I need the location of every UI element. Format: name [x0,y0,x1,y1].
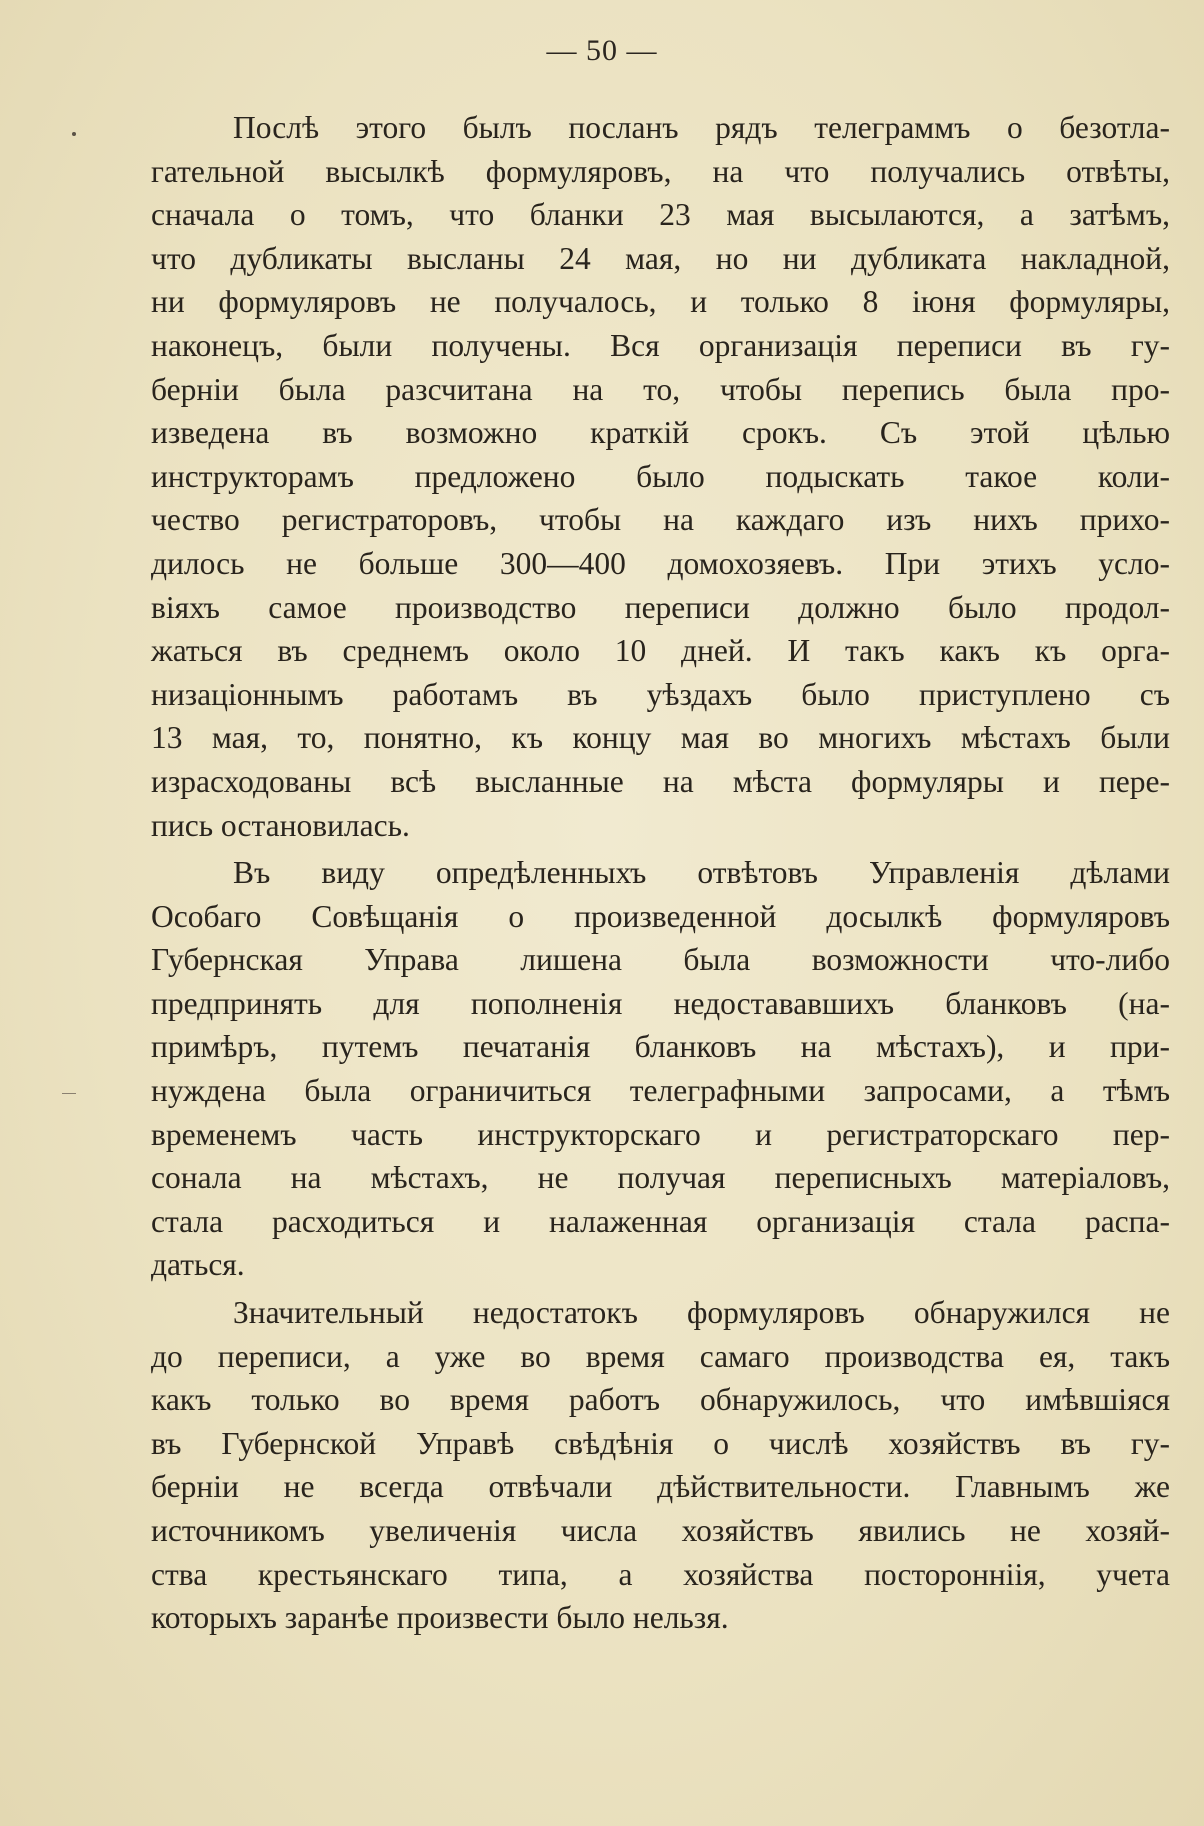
text-line: что дубликаты высланы 24 мая, но ни дубликата накладной, [151,240,1170,276]
text-line: Послѣ этого былъ посланъ рядъ телеграммъ о безотла- [233,110,1170,145]
paragraph-2 [151,851,1170,1287]
text-line: инструкторамъ предложено было подыскать такое коли- [151,458,1170,494]
page-number: — 50 — [546,34,658,67]
text-line: которыхъ заранѣе произвести было нельзя. [151,1600,729,1636]
paragraph-1 [151,106,1170,847]
margin-tick [62,1093,76,1094]
text-line: сначала о томъ, что бланки 23 мая высылаются, а затѣмъ, [151,197,1170,233]
text-line: примѣръ, путемъ печатанія бланковъ на мѣстахъ), и при- [151,1029,1170,1065]
text-line: изведена въ возможно краткій срокъ. Съ этой цѣлью [151,415,1170,451]
text-line: берніи была разсчитана на то, чтобы перепись была про- [151,371,1170,407]
text-line: пись остановилась. [151,807,410,843]
text-line: до переписи, а уже во время самаго производства ея, такъ [151,1338,1170,1374]
text-line: Въ виду опредѣленныхъ отвѣтовъ Управленія дѣлами [233,855,1170,891]
text-line: источникомъ увеличенія числа хозяйствъ явились не хозяй- [151,1513,1170,1548]
paragraph-3 [151,1291,1170,1640]
text-line: сонала на мѣстахъ, не получая переписныхъ матеріаловъ, [151,1160,1170,1196]
text-line: 13 мая, то, понятно, къ концу мая во многихъ мѣстахъ были [151,720,1170,756]
text-line: жаться въ среднемъ около 10 дней. И такъ какъ къ орга- [151,633,1170,669]
text-line: віяхъ самое производство переписи должно было продол- [151,589,1170,625]
text-line: въ Губернской Управѣ свѣдѣнія о числѣ хозяйствъ въ гу- [151,1425,1170,1461]
text-line: Значительный недостатокъ формуляровъ обнаружился не [233,1295,1170,1331]
margin-dot [72,132,76,136]
text-line: стала расходиться и налаженная организація стала распа- [151,1203,1170,1239]
text-line: наконецъ, были получены. Вся организація переписи въ гу- [151,327,1170,363]
text-line: ства крестьянскаго типа, а хозяйства посторонніія, учета [151,1556,1170,1592]
body-text [151,106,1170,1640]
text-line: ни формуляровъ не получалось, и только 8 іюня формуляры, [151,284,1170,320]
text-line: даться. [151,1247,245,1283]
text-line: нуждена была ограничиться телеграфными запросами, а тѣмъ [151,1073,1170,1109]
text-line: временемъ часть инструкторскаго и регистраторскаго пер- [151,1116,1170,1152]
text-line: Губернская Управа лишена была возможности что-либо [151,942,1170,978]
text-line: берніи не всегда отвѣчали дѣйствительности. Главнымъ же [151,1469,1170,1505]
text-line: израсходованы всѣ высланные на мѣста формуляры и пере- [151,763,1170,799]
text-line: какъ только во время работъ обнаружилось, что имѣвшіяся [151,1382,1170,1418]
text-line: чество регистраторовъ, чтобы на каждаго изъ нихъ прихо- [151,502,1170,538]
text-line: предпринять для пополненія недостававшихъ бланковъ (на- [151,985,1170,1021]
text-line: низаціоннымъ работамъ въ уѣздахъ было приступлено съ [151,676,1170,712]
text-line: Особаго Совѣщанія о произведенной досылкѣ формуляровъ [151,898,1170,934]
text-line: дилось не больше 300—400 домохозяевъ. При этихъ усло- [151,545,1170,581]
text-line: гательной высылкѣ формуляровъ, на что получались отвѣты, [151,153,1170,189]
